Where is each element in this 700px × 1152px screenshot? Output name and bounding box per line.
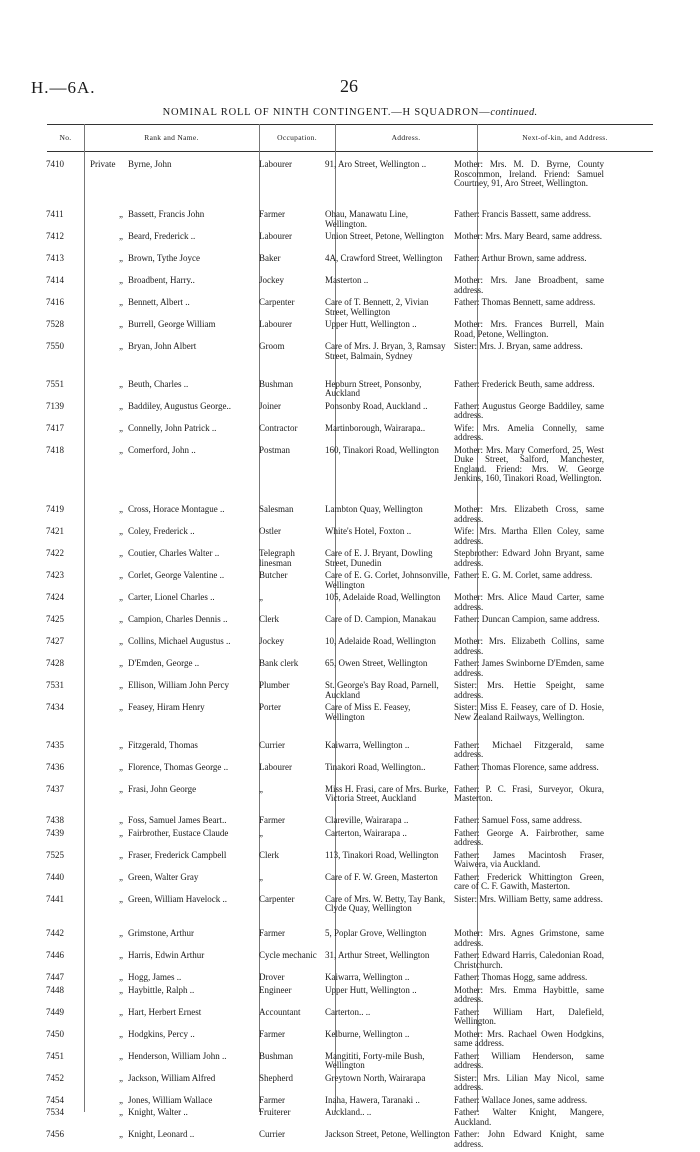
soldier-name: Green, William Havelock .. xyxy=(128,893,227,904)
service-number: 7416 xyxy=(46,297,64,307)
address: Inaha, Hawera, Taranaki .. xyxy=(325,1094,420,1105)
next-of-kin: Sister: Mrs. J. Bryan, same address. xyxy=(454,341,583,351)
address: Martinborough, Wairarapa.. xyxy=(325,422,426,433)
service-number: 7449 xyxy=(46,1006,64,1017)
service-number: 7434 xyxy=(46,702,64,712)
occupation: Farmer xyxy=(259,815,285,825)
address: 160, Tinakori Road, Wellington xyxy=(325,444,439,455)
rank: „ xyxy=(119,1107,123,1117)
table-row xyxy=(0,973,700,986)
service-number: 7550 xyxy=(46,341,64,351)
col-header-address: Address. xyxy=(391,133,421,142)
occupation: Drover xyxy=(259,972,285,982)
address: Carterton.. .. xyxy=(325,1006,371,1017)
table-header-rule xyxy=(47,151,653,152)
address: Masterton .. xyxy=(325,275,369,285)
col-header-kin: Next-of-kin, and Address. xyxy=(522,133,608,142)
occupation: Clerk xyxy=(259,614,279,624)
address: Union Street, Petone, Wellington xyxy=(325,231,444,241)
soldier-name: Corlet, George Valentine .. xyxy=(128,570,225,580)
address: Upper Hutt, Wellington .. xyxy=(325,984,417,995)
table-row xyxy=(0,703,700,741)
rank: „ xyxy=(119,319,123,329)
service-number: 7440 xyxy=(46,871,64,882)
table-row xyxy=(0,1108,700,1130)
address: Kaiwarra, Wellington .. xyxy=(325,972,410,982)
address: Tinakori Road, Wellington.. xyxy=(325,761,426,772)
occupation: Bank clerk xyxy=(259,658,299,668)
table-row xyxy=(0,160,700,210)
occupation: Carpenter xyxy=(259,893,295,904)
service-number: 7423 xyxy=(46,570,64,580)
soldier-name: Fairbrother, Eustace Claude xyxy=(128,827,229,838)
table-row xyxy=(0,571,700,593)
table-row xyxy=(0,951,700,973)
next-of-kin: Mother: Mrs. Elizabeth Cross, same address. xyxy=(454,504,604,524)
service-number: 7551 xyxy=(46,378,64,389)
next-of-kin: Father: P. C. Frasi, Surveyor, Okura, Masterton. xyxy=(454,783,604,803)
rank: „ xyxy=(119,570,123,580)
next-of-kin: Father: Frederick Whittington Green, care of C. F. Gawith, Masterton. xyxy=(454,871,604,891)
next-of-kin: Mother: Mrs. Frances Burrell, Main Road, Petone, Wellington. xyxy=(454,319,604,339)
soldier-name: Baddiley, Augustus George.. xyxy=(128,400,231,411)
next-of-kin: Father: Augustus George Baddiley, same address. xyxy=(454,400,604,420)
address: Care of D. Campion, Manakau xyxy=(325,614,436,624)
next-of-kin: Father: Michael Fitzgerald, same address. xyxy=(454,739,604,759)
rank: „ xyxy=(119,1028,123,1039)
address: 65, Owen Street, Wellington xyxy=(325,658,428,668)
next-of-kin: Sister: Mrs. Hettie Speight, same address. xyxy=(454,680,604,700)
occupation: Cycle mechanic xyxy=(259,950,317,960)
address: Care of F. W. Green, Masterton xyxy=(325,871,438,882)
occupation: Bushman xyxy=(259,1050,294,1061)
service-number: 7410 xyxy=(46,159,64,169)
table-row xyxy=(0,1074,700,1096)
next-of-kin: Wife: Mrs. Martha Ellen Coley, same address. xyxy=(454,526,604,546)
title-continued: continued. xyxy=(490,107,538,118)
occupation: Labourer xyxy=(259,761,292,772)
soldier-name: Jones, William Wallace xyxy=(128,1094,213,1105)
soldier-name: Jackson, William Alfred xyxy=(128,1072,216,1083)
soldier-name: Broadbent, Harry.. xyxy=(128,275,195,285)
address: White's Hotel, Foxton .. xyxy=(325,526,412,536)
service-number: 7439 xyxy=(46,827,64,838)
soldier-name: Connelly, John Patrick .. xyxy=(128,422,217,433)
service-number: 7454 xyxy=(46,1094,64,1105)
rank: „ xyxy=(119,297,123,307)
next-of-kin: Father: Thomas Hogg, same address. xyxy=(454,972,588,982)
next-of-kin: Father: E. G. M. Corlet, same address. xyxy=(454,570,593,580)
next-of-kin: Mother: Mrs. Jane Broadbent, same address. xyxy=(454,275,604,295)
rank: „ xyxy=(119,849,123,860)
table-row xyxy=(0,446,700,506)
service-number: 7528 xyxy=(46,319,64,329)
soldier-name: Fitzgerald, Thomas xyxy=(128,739,198,750)
table-row xyxy=(0,829,700,851)
service-number: 7411 xyxy=(46,209,64,219)
service-number: 7139 xyxy=(46,400,64,411)
occupation: Baker xyxy=(259,253,281,263)
occupation: Shepherd xyxy=(259,1072,293,1083)
rank: „ xyxy=(119,950,123,960)
table-row xyxy=(0,276,700,298)
rank: „ xyxy=(119,1050,123,1061)
next-of-kin: Mother: Mrs. Rachael Owen Hodgkins, same address. xyxy=(454,1028,604,1048)
next-of-kin: Father: Arthur Brown, same address. xyxy=(454,253,587,263)
address: Miss H. Frasi, care of Mrs. Burke, Victoria Street, Auckland xyxy=(325,783,449,803)
rank: „ xyxy=(119,739,123,750)
occupation: Labourer xyxy=(259,159,292,169)
table-row xyxy=(0,232,700,254)
address: Jackson Street, Petone, Wellington xyxy=(325,1129,450,1139)
occupation: Joiner xyxy=(259,400,281,411)
occupation: Salesman xyxy=(259,504,294,514)
address: Ohau, Manawatu Line, Wellington. xyxy=(325,209,408,229)
next-of-kin: Sister: Mrs. William Betty, same address. xyxy=(454,893,603,904)
soldier-name: Comerford, John .. xyxy=(128,444,196,455)
next-of-kin: Father: Francis Bassett, same address. xyxy=(454,209,591,219)
address: Care of E. G. Corlet, Johnsonville, Wellington xyxy=(325,570,450,590)
soldier-name: Ellison, William John Percy xyxy=(128,680,229,690)
next-of-kin: Father: Frederick Beuth, same address. xyxy=(454,378,595,389)
next-of-kin: Mother: Mrs. M. D. Byrne, County Roscommon, Ireland. Friend: Samuel Courtney, 91, Aro Street, Wellington. xyxy=(454,159,604,188)
occupation: Accountant xyxy=(259,1006,301,1017)
soldier-name: Harris, Edwin Arthur xyxy=(128,950,205,960)
rank: „ xyxy=(119,827,123,838)
occupation: Postman xyxy=(259,444,291,455)
soldier-name: Byrne, John xyxy=(128,159,172,169)
occupation: Ostler xyxy=(259,526,281,536)
occupation: Currier xyxy=(259,1129,285,1139)
table-row xyxy=(0,424,700,446)
address: 4A, Crawford Street, Wellington xyxy=(325,253,443,263)
table-row xyxy=(0,929,700,951)
rank: „ xyxy=(119,231,123,241)
soldier-name: Beard, Frederick .. xyxy=(128,231,196,241)
service-number: 7456 xyxy=(46,1129,64,1139)
occupation: Carpenter xyxy=(259,297,295,307)
service-number: 7437 xyxy=(46,783,64,794)
service-number: 7447 xyxy=(46,972,64,982)
service-number: 7442 xyxy=(46,928,64,938)
table-row xyxy=(0,527,700,549)
table-row xyxy=(0,637,700,659)
service-number: 7425 xyxy=(46,614,64,624)
occupation: Telegraph linesman xyxy=(259,548,295,568)
address: Ponsonby Road, Auckland .. xyxy=(325,400,428,411)
service-number: 7418 xyxy=(46,444,64,455)
soldier-name: Brown, Tythe Joyce xyxy=(128,253,200,263)
next-of-kin: Father: Samuel Foss, same address. xyxy=(454,815,582,825)
address: 113, Tinakori Road, Wellington xyxy=(325,849,439,860)
soldier-name: Coutier, Charles Walter .. xyxy=(128,548,220,558)
next-of-kin: Mother: Mrs. Alice Maud Carter, same address. xyxy=(454,592,604,612)
rank: „ xyxy=(119,893,123,904)
soldier-name: Haybittle, Ralph .. xyxy=(128,984,195,995)
address: Upper Hutt, Wellington .. xyxy=(325,319,417,329)
occupation: Engineer xyxy=(259,984,292,995)
soldier-name: Beuth, Charles .. xyxy=(128,378,189,389)
rank: „ xyxy=(119,592,123,602)
table-row xyxy=(0,210,700,232)
next-of-kin: Mother: Mrs. Mary Beard, same address. xyxy=(454,231,602,241)
address: 31, Arthur Street, Wellington xyxy=(325,950,430,960)
occupation: Clerk xyxy=(259,849,279,860)
table-row xyxy=(0,1052,700,1074)
address: Auckland.. .. xyxy=(325,1107,372,1117)
service-number: 7427 xyxy=(46,636,64,646)
next-of-kin: Stepbrother: Edward John Bryant, same address. xyxy=(454,548,604,568)
rank: „ xyxy=(119,815,123,825)
rank: „ xyxy=(119,378,123,389)
table-row xyxy=(0,254,700,276)
address: Care of Mrs. W. Betty, Tay Bank, Clyde Quay, Wellington xyxy=(325,893,446,913)
table-row xyxy=(0,342,700,380)
soldier-name: Foss, Samuel James Beart.. xyxy=(128,815,227,825)
address: Carterton, Wairarapa .. xyxy=(325,827,407,838)
table-row xyxy=(0,1030,700,1052)
next-of-kin: Father: John Edward Knight, same address. xyxy=(454,1129,604,1149)
occupation: Groom xyxy=(259,341,285,351)
table-row xyxy=(0,741,700,763)
next-of-kin: Father: James Swinborne D'Emden, same address. xyxy=(454,658,604,678)
service-number: 7446 xyxy=(46,950,64,960)
soldier-name: Burrell, George William xyxy=(128,319,216,329)
next-of-kin: Sister: Mrs. Lilian May Nicol, same address. xyxy=(454,1072,604,1092)
occupation: Jockey xyxy=(259,275,284,285)
next-of-kin: Father: George A. Fairbrother, same address. xyxy=(454,827,604,847)
service-number: 7413 xyxy=(46,253,64,263)
table-row xyxy=(0,298,700,320)
rank: „ xyxy=(119,526,123,536)
soldier-name: Campion, Charles Dennis .. xyxy=(128,614,228,624)
next-of-kin: Father: Thomas Bennett, same address. xyxy=(454,297,596,307)
next-of-kin: Father: Wallace Jones, same address. xyxy=(454,1094,588,1105)
address: 10, Adelaide Road, Wellington xyxy=(325,636,436,646)
service-number: 7428 xyxy=(46,658,64,668)
next-of-kin: Father: Edward Harris, Caledonian Road, Christchurch. xyxy=(454,950,604,970)
title-main: NOMINAL ROLL OF NINTH CONTINGENT.—H SQUADRON— xyxy=(162,107,491,118)
next-of-kin: Mother: Mrs. Elizabeth Collins, same address. xyxy=(454,636,604,656)
service-number: 7534 xyxy=(46,1107,64,1117)
table-row xyxy=(0,873,700,895)
soldier-name: Knight, Leonard .. xyxy=(128,1129,195,1139)
occupation: Currier xyxy=(259,739,285,750)
soldier-name: Knight, Walter .. xyxy=(128,1107,188,1117)
next-of-kin: Mother: Mrs. Mary Comerford, 25, West Duke Street, Salford, Manchester, England. Friend: Mrs. W. George Jenkins, 160, Tinakori Road, Wellington. xyxy=(454,444,604,483)
table-row xyxy=(0,320,700,342)
next-of-kin: Wife: Mrs. Amelia Connelly, same address. xyxy=(454,422,604,442)
address: Care of T. Bennett, 2, Vivian Street, Wellington xyxy=(325,297,429,317)
address: Care of E. J. Bryant, Dowling Street, Dunedin xyxy=(325,548,433,568)
rank: „ xyxy=(119,548,123,558)
table-row xyxy=(0,380,700,402)
service-number: 7424 xyxy=(46,592,64,602)
occupation: „ xyxy=(259,871,263,882)
occupation: Farmer xyxy=(259,928,285,938)
rank: Private xyxy=(90,159,116,169)
soldier-name: Bennett, Albert .. xyxy=(128,297,190,307)
table-row xyxy=(0,549,700,571)
occupation: Jockey xyxy=(259,636,284,646)
soldier-name: Green, Walter Gray xyxy=(128,871,199,882)
rank: „ xyxy=(119,614,123,624)
service-number: 7417 xyxy=(46,422,64,433)
next-of-kin: Father: Thomas Florence, same address. xyxy=(454,761,599,772)
table-row xyxy=(0,1008,700,1030)
page-number: 26 xyxy=(340,76,358,96)
address: Greytown North, Wairarapa xyxy=(325,1072,426,1083)
occupation: Labourer xyxy=(259,231,292,241)
soldier-name: Feasey, Hiram Henry xyxy=(128,702,205,712)
soldier-name: Carter, Lionel Charles .. xyxy=(128,592,215,602)
table-row xyxy=(0,785,700,817)
service-number: 7421 xyxy=(46,526,64,536)
rank: „ xyxy=(119,636,123,646)
rank: „ xyxy=(119,275,123,285)
soldier-name: Hogg, James .. xyxy=(128,972,182,982)
rank: „ xyxy=(119,702,123,712)
address: Lambton Quay, Wellington xyxy=(325,504,423,514)
soldier-name: Hodgkins, Percy .. xyxy=(128,1028,195,1039)
occupation: Butcher xyxy=(259,570,288,580)
occupation: Bushman xyxy=(259,378,294,389)
occupation: Contractor xyxy=(259,422,298,433)
rank: „ xyxy=(119,972,123,982)
service-number: 7525 xyxy=(46,849,64,860)
col-header-occupation: Occupation. xyxy=(277,133,317,142)
table-row xyxy=(0,659,700,681)
address: St. George's Bay Road, Parnell, Auckland xyxy=(325,680,439,700)
rank: „ xyxy=(119,658,123,668)
header-ref: H.—6A. xyxy=(31,78,96,97)
service-number: 7436 xyxy=(46,761,64,772)
address: Hepburn Street, Ponsonby, Auckland xyxy=(325,378,422,398)
rank: „ xyxy=(119,1094,123,1105)
next-of-kin: Father: Walter Knight, Mangere, Auckland. xyxy=(454,1107,604,1127)
occupation: Plumber xyxy=(259,680,290,690)
soldier-name: Coley, Frederick .. xyxy=(128,526,195,536)
service-number: 7435 xyxy=(46,739,64,750)
next-of-kin: Mother: Mrs. Agnes Grimstone, same address. xyxy=(454,928,604,948)
soldier-name: Florence, Thomas George .. xyxy=(128,761,229,772)
table-row xyxy=(0,895,700,930)
col-header-rank-name: Rank and Name. xyxy=(144,133,199,142)
table-row xyxy=(0,681,700,703)
service-number: 7419 xyxy=(46,504,64,514)
soldier-name: D'Emden, George .. xyxy=(128,658,200,668)
rank: „ xyxy=(119,1129,123,1139)
service-number: 7451 xyxy=(46,1050,64,1061)
service-number: 7531 xyxy=(46,680,64,690)
rank: „ xyxy=(119,928,123,938)
rank: „ xyxy=(119,341,123,351)
address: Care of Mrs. J. Bryan, 3, Ramsay Street, Balmain, Sydney xyxy=(325,341,446,361)
rank: „ xyxy=(119,1072,123,1083)
page-title xyxy=(0,107,700,118)
service-number: 7414 xyxy=(46,275,64,285)
next-of-kin: Father: William Hart, Dalefield, Wellington. xyxy=(454,1006,604,1026)
soldier-name: Fraser, Frederick Campbell xyxy=(128,849,227,860)
rank: „ xyxy=(119,253,123,263)
table-row xyxy=(0,986,700,1008)
soldier-name: Frasi, John George xyxy=(128,783,197,794)
next-of-kin: Father: William Henderson, same address. xyxy=(454,1050,604,1070)
table-row xyxy=(0,505,700,527)
roll-table-body xyxy=(0,160,700,1152)
soldier-name: Hart, Herbert Ernest xyxy=(128,1006,202,1017)
occupation: Farmer xyxy=(259,1094,285,1105)
rank: „ xyxy=(119,984,123,995)
address: Kelburne, Wellington .. xyxy=(325,1028,410,1039)
soldier-name: Grimstone, Arthur xyxy=(128,928,194,938)
rank: „ xyxy=(119,422,123,433)
occupation: Farmer xyxy=(259,209,285,219)
service-number: 7422 xyxy=(46,548,64,558)
table-row xyxy=(0,615,700,637)
table-row xyxy=(0,763,700,785)
next-of-kin: Father: Duncan Campion, same address. xyxy=(454,614,600,624)
soldier-name: Collins, Michael Augustus .. xyxy=(128,636,231,646)
address: Mangititi, Forty-mile Bush, Wellington xyxy=(325,1050,425,1070)
service-number: 7450 xyxy=(46,1028,64,1039)
soldier-name: Henderson, William John .. xyxy=(128,1050,227,1061)
occupation: „ xyxy=(259,827,263,838)
occupation: Labourer xyxy=(259,319,292,329)
address: 91, Aro Street, Wellington .. xyxy=(325,159,427,169)
rank: „ xyxy=(119,444,123,455)
col-header-no: No. xyxy=(59,133,72,142)
table-row xyxy=(0,593,700,615)
address: Clareville, Wairarapa .. xyxy=(325,815,409,825)
next-of-kin: Father: James Macintosh Fraser, Waiwera, via Auckland. xyxy=(454,849,604,869)
address: 105, Adelaide Road, Wellington xyxy=(325,592,441,602)
table-row xyxy=(0,816,700,829)
occupation: Porter xyxy=(259,702,281,712)
occupation: „ xyxy=(259,592,263,602)
rank: „ xyxy=(119,209,123,219)
rank: „ xyxy=(119,504,123,514)
address: Care of Miss E. Feasey, Wellington xyxy=(325,702,411,722)
address: Kaiwarra, Wellington .. xyxy=(325,739,410,750)
service-number: 7441 xyxy=(46,893,64,904)
service-number: 7438 xyxy=(46,815,64,825)
rank: „ xyxy=(119,761,123,772)
table-row xyxy=(0,1130,700,1152)
next-of-kin: Sister: Miss E. Feasey, care of D. Hosie, New Zealand Railways, Wellington. xyxy=(454,702,604,722)
rank: „ xyxy=(119,680,123,690)
occupation: Fruiterer xyxy=(259,1107,291,1117)
occupation: Farmer xyxy=(259,1028,285,1039)
rank: „ xyxy=(119,400,123,411)
service-number: 7448 xyxy=(46,984,64,995)
rank: „ xyxy=(119,1006,123,1017)
rank: „ xyxy=(119,871,123,882)
address: 5, Poplar Grove, Wellington xyxy=(325,928,427,938)
next-of-kin: Mother: Mrs. Emma Haybittle, same address. xyxy=(454,984,604,1004)
soldier-name: Bryan, John Albert xyxy=(128,341,197,351)
table-row xyxy=(0,851,700,873)
service-number: 7412 xyxy=(46,231,64,241)
table-top-rule xyxy=(47,124,653,125)
occupation: „ xyxy=(259,783,263,794)
soldier-name: Bassett, Francis John xyxy=(128,209,205,219)
service-number: 7452 xyxy=(46,1072,64,1083)
soldier-name: Cross, Horace Montague .. xyxy=(128,504,225,514)
table-row xyxy=(0,402,700,424)
rank: „ xyxy=(119,783,123,794)
